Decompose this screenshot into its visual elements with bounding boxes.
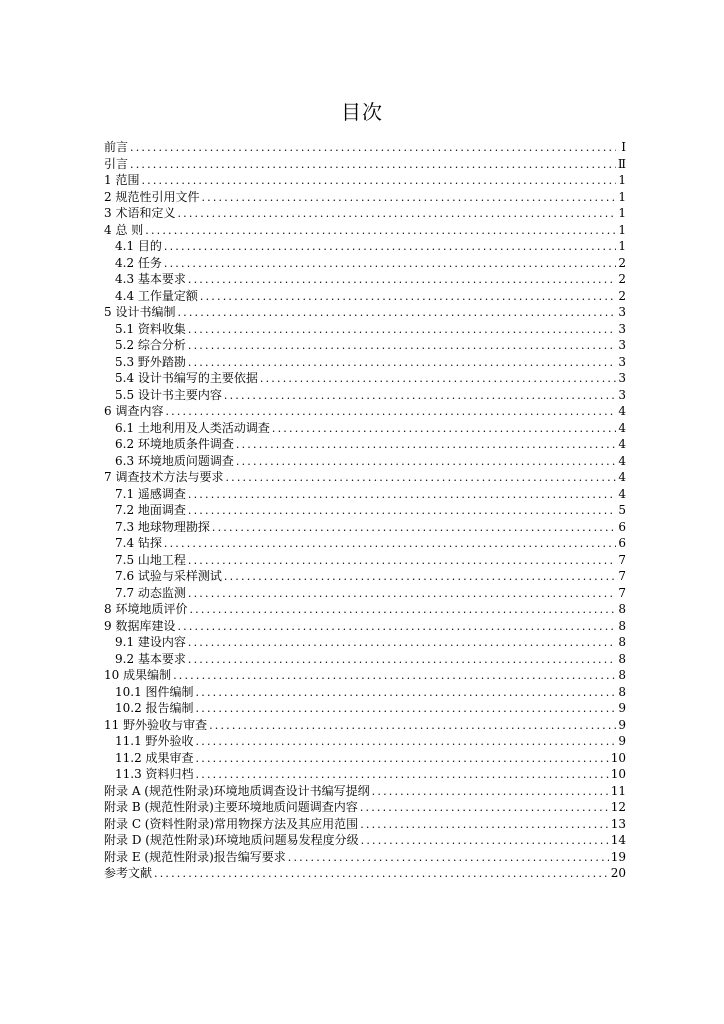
toc-entry[interactable] <box>104 139 626 156</box>
toc-entry-page-number: 10 <box>610 750 626 765</box>
toc-entry-page-number: 2 <box>618 288 626 303</box>
toc-entry[interactable] <box>104 354 626 371</box>
toc-dot-leader <box>260 371 616 388</box>
toc-entry[interactable] <box>104 750 626 767</box>
toc-dot-leader <box>360 800 609 817</box>
toc-entry-page-number: Ⅰ <box>621 140 626 154</box>
toc-entry[interactable] <box>104 585 626 602</box>
toc-dot-leader <box>188 503 616 520</box>
toc-entry-page-number: 1 <box>618 189 626 204</box>
toc-entry-page-number: 4 <box>618 470 626 484</box>
toc-entry[interactable] <box>104 370 626 387</box>
toc-entry[interactable] <box>104 618 626 635</box>
toc-dot-leader <box>164 256 616 273</box>
toc-entry[interactable] <box>104 156 626 173</box>
toc-entry[interactable] <box>104 502 626 519</box>
toc-dot-leader <box>164 536 616 553</box>
toc-entry-page-number: 11 <box>610 783 626 798</box>
toc-entry-label: 前言 <box>104 140 129 154</box>
toc-entry-page-number: 8 <box>618 668 626 682</box>
toc-entry-label: 6.2 环境地质条件调查 <box>115 437 234 451</box>
toc-entry-page-number: 4 <box>618 404 626 418</box>
toc-entry[interactable] <box>104 387 626 404</box>
toc-entry-label: 7.3 地球物理勘探 <box>115 519 210 534</box>
toc-dot-leader <box>188 487 616 504</box>
toc-entry[interactable] <box>104 717 626 734</box>
toc-entry-label: 7.4 钻探 <box>115 536 162 550</box>
toc-entry-page-number: 7 <box>618 585 626 600</box>
toc-dot-leader <box>209 718 616 735</box>
toc-dot-leader <box>288 850 609 867</box>
toc-entry-label: 5.1 资料收集 <box>115 321 186 336</box>
toc-entry-page-number: 3 <box>618 354 626 369</box>
toc-entry-page-number: 3 <box>618 338 626 352</box>
toc-entry-label: 7.2 地面调查 <box>115 503 186 517</box>
toc-dot-leader <box>154 866 609 883</box>
toc-entry[interactable] <box>104 403 626 420</box>
toc-entry-page-number: 3 <box>618 305 626 319</box>
toc-entry[interactable] <box>104 238 626 255</box>
toc-entry-label: 附录 D (规范性附录)环境地质问题易发程度分级 <box>104 833 359 847</box>
toc-entry[interactable] <box>104 304 626 321</box>
page-title: 目次 <box>341 100 383 124</box>
toc-entry-label: 9.1 建设内容 <box>115 635 186 649</box>
toc-entry-label: 5.2 综合分析 <box>115 338 186 352</box>
toc-dot-leader <box>188 322 616 339</box>
toc-entry-page-number: 4 <box>618 420 626 435</box>
toc-entry-label: 10 成果编制 <box>104 668 172 682</box>
toc-entry-page-number: 1 <box>618 239 626 253</box>
toc-entry[interactable] <box>104 255 626 272</box>
toc-entry[interactable] <box>104 222 626 239</box>
toc-entry-label: 10.1 图件编制 <box>115 684 194 699</box>
toc-entry-label: 4.1 目的 <box>115 239 162 253</box>
toc-dot-leader <box>188 355 616 372</box>
toc-entry-page-number: 9 <box>618 701 626 715</box>
toc-dot-leader <box>188 635 616 652</box>
toc-entry-label: 6 调查内容 <box>104 404 164 418</box>
toc-entry-label: 5 设计书编制 <box>104 305 176 319</box>
toc-entry-page-number: 7 <box>618 569 626 583</box>
toc-entry-label: 4 总 则 <box>104 222 144 237</box>
toc-entry-page-number: 8 <box>618 651 626 666</box>
toc-entry[interactable] <box>104 189 626 206</box>
toc-entry-label: 11 野外验收与审查 <box>104 717 208 732</box>
toc-dot-leader <box>130 157 616 174</box>
toc-entry-label: 9 数据库建设 <box>104 618 176 633</box>
toc-dot-leader <box>201 190 616 207</box>
toc-entry-page-number: 8 <box>618 602 626 616</box>
toc-dot-leader <box>177 305 616 322</box>
toc-entry-page-number: 6 <box>618 536 626 550</box>
toc-dot-leader <box>272 421 616 438</box>
toc-entry[interactable] <box>104 453 626 470</box>
toc-entry-page-number: 9 <box>618 717 626 732</box>
toc-entry[interactable] <box>104 337 626 354</box>
toc-dot-leader <box>196 734 616 751</box>
toc-entry[interactable] <box>104 733 626 750</box>
toc-dot-leader <box>372 784 609 801</box>
toc-entry-label: 9.2 基本要求 <box>115 651 186 666</box>
toc-entry-page-number: Ⅱ <box>617 156 626 171</box>
toc-entry-label: 6.1 土地利用及人类活动调查 <box>115 420 270 435</box>
toc-entry[interactable] <box>104 700 626 717</box>
toc-entry[interactable] <box>104 469 626 486</box>
toc-entry-label: 7.5 山地工程 <box>115 552 186 567</box>
toc-dot-leader <box>196 751 609 768</box>
toc-dot-leader <box>200 289 616 306</box>
toc-entry-label: 附录 E (规范性附录)报告编写要求 <box>104 849 286 864</box>
toc-entry-label: 7.7 动态监测 <box>115 585 186 600</box>
toc-entry[interactable] <box>104 321 626 338</box>
toc-dot-leader <box>141 173 616 190</box>
toc-entry-page-number: 7 <box>618 552 626 567</box>
toc-entry-page-number: 10 <box>610 767 626 781</box>
toc-entry-page-number: 4 <box>618 453 626 468</box>
toc-entry-label: 8 环境地质评价 <box>104 602 188 616</box>
toc-entry[interactable] <box>104 436 626 453</box>
toc-dot-leader <box>196 767 609 784</box>
toc-entry[interactable] <box>104 172 626 189</box>
toc-entry[interactable] <box>104 486 626 503</box>
toc-dot-leader <box>224 388 616 405</box>
toc-entry-page-number: 4 <box>618 486 626 501</box>
toc-entry-label: 附录 C (资料性附录)常用物探方法及其应用范围 <box>104 816 359 831</box>
toc-entry-label: 3 术语和定义 <box>104 206 176 220</box>
toc-entry-label: 5.5 设计书主要内容 <box>115 387 222 402</box>
toc-entry-label: 11.1 野外验收 <box>115 734 194 748</box>
toc-entry-page-number: 8 <box>618 684 626 699</box>
toc-dot-leader <box>236 454 616 471</box>
toc-entry[interactable] <box>104 205 626 222</box>
toc-dot-leader <box>188 338 616 355</box>
toc-entry-page-number: 3 <box>618 371 626 385</box>
toc-entry-label: 5.4 设计书编写的主要依据 <box>115 371 258 385</box>
toc-entry-page-number: 1 <box>618 206 626 220</box>
toc-entry[interactable] <box>104 849 626 866</box>
toc-entry-page-number: 12 <box>610 800 626 814</box>
toc-entry-page-number: 1 <box>618 222 626 237</box>
toc-entry-label: 11.3 资料归档 <box>115 767 194 781</box>
toc-dot-leader <box>177 206 616 223</box>
toc-dot-leader <box>173 668 616 685</box>
toc-entry-page-number: 3 <box>618 387 626 402</box>
toc-entry-label: 引言 <box>104 156 129 171</box>
toc-entry[interactable] <box>104 766 626 783</box>
toc-entry-page-number: 19 <box>610 849 626 864</box>
toc-entry-label: 5.3 野外踏勘 <box>115 354 186 369</box>
toc-entry[interactable] <box>104 651 626 668</box>
toc-entry-page-number: 5 <box>618 503 626 517</box>
toc-entry-label: 4.4 工作量定额 <box>115 288 198 303</box>
toc-entry-label: 11.2 成果审查 <box>115 750 194 765</box>
toc-dot-leader <box>361 833 609 850</box>
toc-entry-label: 附录 A (规范性附录)环境地质调查设计书编写提纲 <box>104 783 370 798</box>
toc-dot-leader <box>145 223 616 240</box>
toc-dot-leader <box>165 404 616 421</box>
toc-dot-leader <box>360 817 609 834</box>
toc-entry[interactable] <box>104 783 626 800</box>
toc-dot-leader <box>130 140 616 157</box>
toc-entry[interactable] <box>104 865 626 882</box>
toc-dot-leader <box>212 520 616 537</box>
toc-entry[interactable] <box>104 634 626 651</box>
toc-entry-page-number: 1 <box>618 173 626 187</box>
toc-entry[interactable] <box>104 288 626 305</box>
toc-entry-label: 7.1 遥感调查 <box>115 486 186 501</box>
toc-entry-page-number: 8 <box>618 635 626 649</box>
toc-entry-label: 4.3 基本要求 <box>115 272 186 286</box>
toc-dot-leader <box>236 437 616 454</box>
toc-entry-page-number: 4 <box>618 437 626 451</box>
toc-entry[interactable] <box>104 799 626 816</box>
toc-entry-label: 4.2 任务 <box>115 255 162 270</box>
toc-dot-leader <box>196 685 616 702</box>
toc-entry[interactable] <box>104 535 626 552</box>
toc-entry[interactable] <box>104 832 626 849</box>
toc-entry[interactable] <box>104 667 626 684</box>
toc-entry-page-number: 13 <box>610 816 626 831</box>
toc-entry-label: 7 调查技术方法与要求 <box>104 470 224 484</box>
table-of-contents <box>104 139 626 882</box>
toc-dot-leader <box>188 272 616 289</box>
toc-entry[interactable] <box>104 816 626 833</box>
toc-entry-label: 7.6 试验与采样测试 <box>115 569 222 583</box>
toc-entry-label: 参考文献 <box>104 866 153 880</box>
toc-entry[interactable] <box>104 519 626 536</box>
toc-dot-leader <box>188 586 616 603</box>
toc-dot-leader <box>196 701 616 718</box>
toc-entry-label: 2 规范性引用文件 <box>104 189 200 204</box>
toc-entry-page-number: 6 <box>618 519 626 534</box>
toc-entry-label: 附录 B (规范性附录)主要环境地质问题调查内容 <box>104 800 358 814</box>
toc-dot-leader <box>225 470 616 487</box>
toc-entry-page-number: 8 <box>618 618 626 633</box>
toc-dot-leader <box>177 619 616 636</box>
toc-dot-leader <box>164 239 616 256</box>
toc-entry[interactable] <box>104 552 626 569</box>
toc-entry-page-number: 2 <box>618 255 626 270</box>
toc-entry[interactable] <box>104 568 626 585</box>
toc-entry-label: 10.2 报告编制 <box>115 701 194 715</box>
toc-entry-page-number: 3 <box>618 321 626 336</box>
toc-dot-leader <box>224 569 616 586</box>
toc-entry-page-number: 14 <box>610 833 626 847</box>
toc-entry-page-number: 2 <box>618 272 626 286</box>
toc-entry[interactable] <box>104 420 626 437</box>
toc-entry-page-number: 20 <box>610 866 626 880</box>
toc-dot-leader <box>189 602 616 619</box>
toc-dot-leader <box>188 652 616 669</box>
toc-entry[interactable] <box>104 684 626 701</box>
toc-entry[interactable] <box>104 601 626 618</box>
toc-entry-label: 1 范围 <box>104 173 140 187</box>
toc-entry-label: 6.3 环境地质问题调查 <box>115 453 234 468</box>
toc-entry[interactable] <box>104 271 626 288</box>
toc-dot-leader <box>188 553 616 570</box>
toc-entry-page-number: 9 <box>618 734 626 748</box>
